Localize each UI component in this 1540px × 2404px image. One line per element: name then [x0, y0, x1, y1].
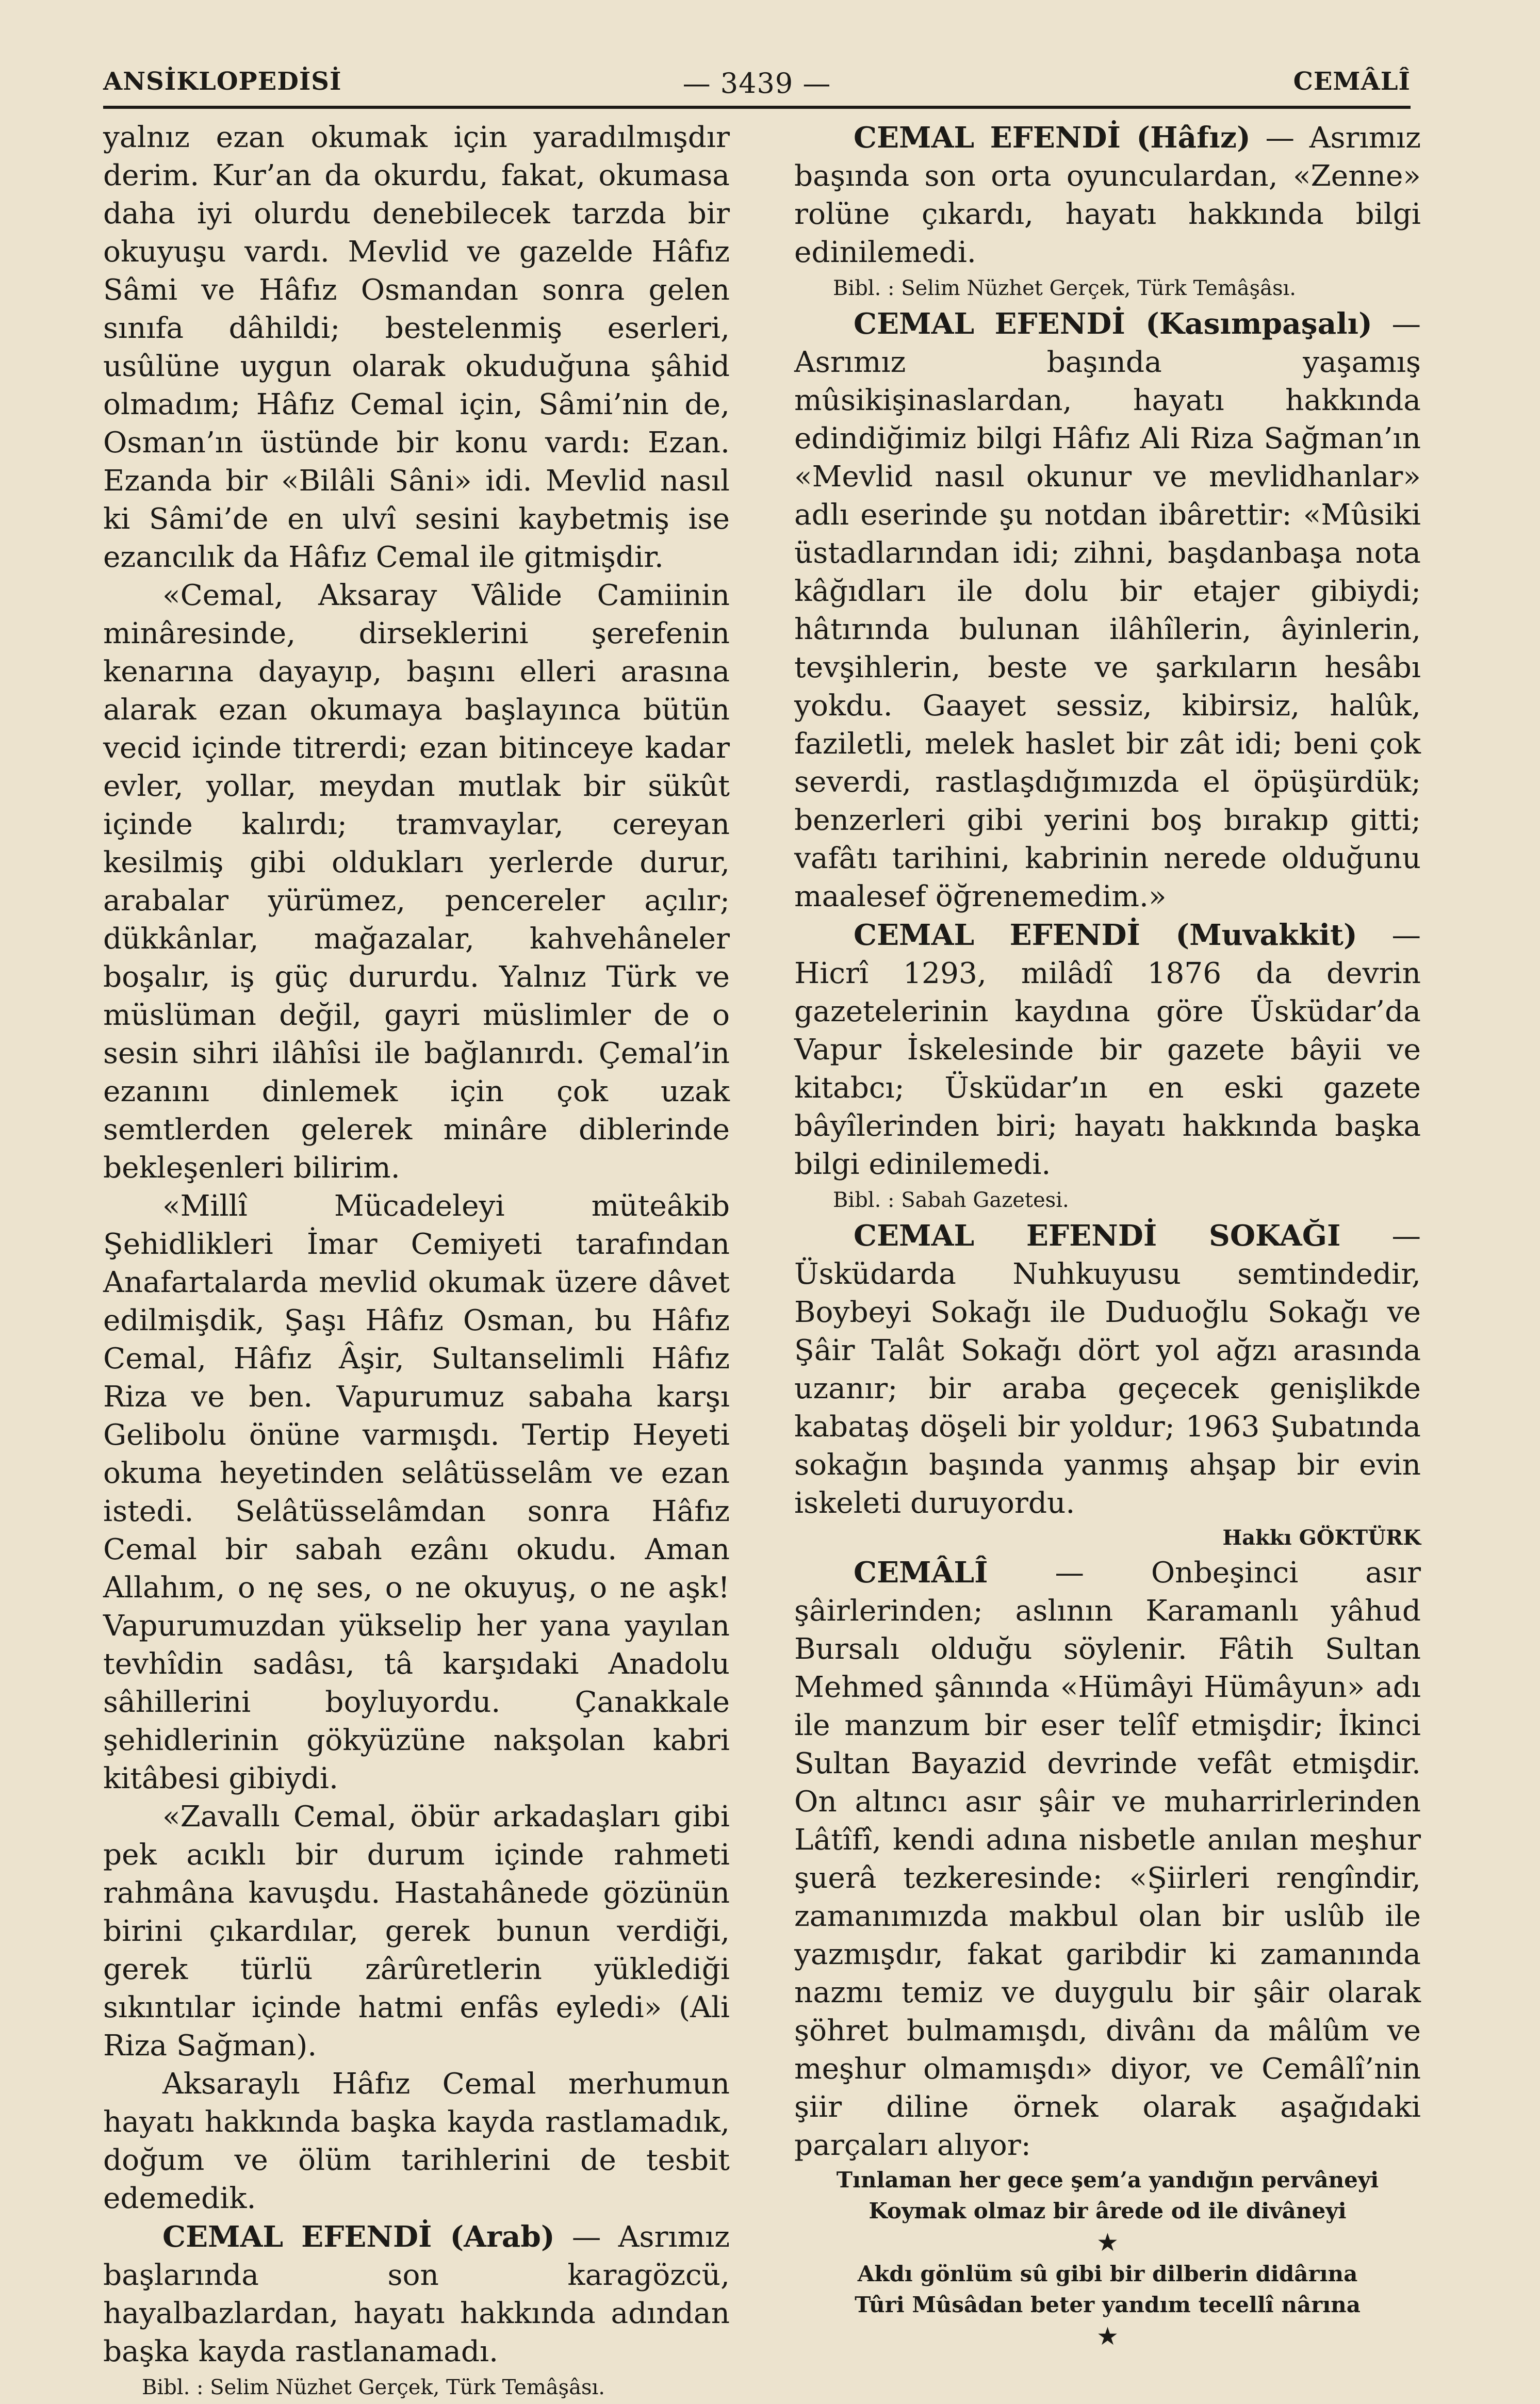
entry-cemal-efendi-sokagi	[794, 1217, 1421, 1523]
entry-cemal-efendi-kasimpasali	[794, 305, 1421, 916]
entry-body: — Asrımız başlarında son karagözcü, hayalbazlardan, hayatı hakkında adından başka kayda rastlanamadı.	[103, 2220, 730, 2368]
paragraph: «Cemal, Aksaray Vâlide Camiinin minâresinde, dirseklerini şerefenin kenarına dayayıp, başını elleri arasına alarak ezan okumaya başlayınca bütün vecid içinde titrerdi; ezan bitinceye kadar evler, yollar, meydan mutlak bir sükût içinde kalırdı; tramvaylar, cereyan kesilmiş gibi oldukları yerlerde durur, arabalar yürümez, pencereler açılır; dükkânlar, mağazalar, kahvehâneler boşalır, iş güç dururdu. Yalnız Türk ve müslüman değil, gayri müslimler de o sesin sihri ilâhîsi ile bağlanırdı. Çemal’in ezanını dinlemek için çok uzak semtlerden gelerek minâre diblerinde bekleşenleri bilirim.	[103, 579, 730, 1185]
bibliography: Bibl. : Selim Nüzhet Gerçek, Türk Temâşâsı.	[833, 276, 1297, 300]
entry-headword: CEMAL EFENDİ (Muvakkit)	[854, 918, 1357, 952]
running-head-right: CEMÂLÎ	[1293, 67, 1411, 96]
star-separator: ★	[1096, 2228, 1119, 2257]
entry-body: — Asrımız başında son orta oyunculardan, «Zenne» rolüne çıkardı, hayatı hakkında bilgi edinilemedi.	[794, 121, 1421, 269]
entry-cemal-efendi-arab	[103, 2218, 730, 2371]
star-separator: ★	[1096, 2322, 1119, 2351]
paragraph: yalnız ezan okumak için yaradılmışdır derim. Kur’an da okurdu, fakat, okumasa daha iyi olurdu denebilecek tarzda bir okuyuşu vardı. Mevlid ve gazelde Hâfız Sâmi ve Hâfız Osmandan sonra gelen sınıfa dâhildi; bestelenmiş eserleri, usûlüne uygun olarak okuduğuna şâhid olmadım; Hâfız Cemal için, Sâmi’nin de, Osman’ın üstünde bir konu vardı: Ezan. Ezanda bir «Bilâli Sâni» idi. Mevlid nasıl ki Sâmi’de en ulvî sesini kaybetmiş ise ezancılık da Hâfız Cemal ile gitmişdir.	[103, 121, 730, 574]
bibliography: Bibl. : Sabah Gazetesi.	[833, 1188, 1069, 1212]
entry-body: — Onbeşinci asır şâirlerinden; aslının Karamanlı yâhud Bursalı olduğu söylenir. Fâtih Sultan Mehmed şânında «Hümâyi Hümâyun» adı ile manzum bir eser telîf etmişdir; İkinci Sultan Bayazid devrinde vefât etmişdir. On altıncı asır şâir ve muharrirlerinden Lâtîfî, kendi adına nisbetle anılan meşhur şuerâ tezkeresinde: «Şiirleri rengîndir, zamanımızda makbul olan bir uslûb ile yazmışdır, fakat garibdir ki zamanında nazmı temiz ve duygulu bir şâir olarak şöhret bulmamışdı, divânı da mâlûm ve meşhur olmamışdı» diyor, ve Cemâlî’nin şiir diline örnek olarak aşağıdaki parçaları alıyor:	[794, 1556, 1421, 2162]
author-signature: Hakkı GÖKTÜRK	[1222, 1526, 1421, 1550]
entry-headword: CEMAL EFENDİ (Kasımpaşalı)	[854, 307, 1372, 341]
paragraph: «Zavallı Cemal, öbür arkadaşları gibi pek acıklı bir durum içinde rahmeti rahmâna kavuşdu. Hastahânede gözünün birini çıkardılar, gerek bunun verdiği, gerek türlü zârûretlerin yüklediği sıkıntılar içinde hatmi enfâs eyledi» (Ali Riza Sağman).	[103, 1800, 730, 2063]
paragraph: Aksaraylı Hâfız Cemal merhumun hayatı hakkında başka kayda rastlamadık, doğum ve ölüm tarihlerini de tesbit edemedik.	[103, 2067, 730, 2215]
bibliography: Bibl. : Selim Nüzhet Gerçek, Türk Temâşâsı.	[142, 2376, 605, 2399]
entry-headword: CEMAL EFENDİ (Hâfız)	[854, 121, 1251, 155]
paragraph: «Millî Mücadeleyi müteâkib Şehidlikleri İmar Cemiyeti tarafından Anafartalarda mevlid okumak üzere dâvet edilmişdik, Şaşı Hâfız Osman, bu Hâfız Cemal, Hâfız Âşir, Sultanselimli Hâfız Riza ve ben. Vapurumuz sabaha karşı Gelibolu önüne varmışdı. Tertip Heyeti okuma heyetinden selâtüsselâm ve ezan istedi. Selâtüsselâmdan sonra Hâfız Cemal bir sabah ezânı okudu. Aman Allahım, o nę ses, o ne okuyuş, o ne aşk! Vapurumuzdan yükselip her yana yayılan tevhîdin sadâsı, tâ karşıdaki Anadolu sâhillerini boyluyordu. Çanakkale şehidlerinin gökyüzüne nakşolan kabri kitâbesi gibiydi.	[103, 1189, 730, 1795]
entry-headword: CEMAL EFENDİ (Arab)	[162, 2220, 555, 2254]
entry-cemal-efendi-muvakkit	[794, 916, 1421, 1184]
page-number: — 3439 —	[682, 67, 831, 100]
verse-line: Akdı gönlüm sû gibi bir dilberin didârına	[857, 2261, 1358, 2286]
entry-body: — Üsküdarda Nuhkuyusu semtindedir, Boybeyi Sokağı ile Duduoğlu Sokağı ve Şâir Talât Sokağı dört yol ağzı arasında uzanır; bir araba geçecek genişlikde kabataş döşeli bir yoldur; 1963 Şubatında sokağın başında yanmış ahşap bir evin iskeleti duruyordu.	[794, 1219, 1421, 1520]
verse-line: Tûri Mûsâdan beter yandım tecellî nârına	[855, 2292, 1361, 2317]
running-head-left: ANSİKLOPEDİSİ	[103, 67, 342, 96]
verse-line: Tınlaman her gece şem’a yandığın pervâneyi	[836, 2167, 1379, 2193]
left-column	[103, 119, 730, 2404]
right-column	[794, 119, 1421, 2352]
entry-body: — Hicrî 1293, milâdî 1876 da devrin gazetelerinin kaydına göre Üsküdar’da Vapur İskelesinde bir gazete bâyii ve kitabcı; Üsküdar’ın en eski gazete bâyîlerinden biri; hayatı hakkında başka bilgi edinilemedi.	[794, 919, 1421, 1181]
entry-cemali	[794, 1553, 1421, 2165]
entry-headword: CEMAL EFENDİ SOKAĞI	[854, 1219, 1341, 1253]
entry-body: — Asrımız başında yaşamış mûsikişinaslardan, hayatı hakkında edindiğimiz bilgi Hâfız Ali Riza Sağman’ın «Mevlid nasıl okunur ve mevlidhanlar» adlı eserinde şu notdan ibârettir: «Mûsiki üstadlarından idi; zihni, başdanbaşa nota kâğıdları ile dolu bir etajer gibiydi; hâtırında bulunan ilâhîlerin, âyinlerin, tevşihlerin, beste ve şarkıların hesâbı yokdu. Gaayet sessiz, kibirsiz, halûk, faziletli, melek haslet bir zât idi; beni çok severdi, rastlaşdığımızda el öpüşürdük; benzerleri gibi yerini boş bırakıp gitti; vafâtı tarihini, kabrinin nerede olduğunu maalesef öğrenemedim.»	[794, 307, 1421, 913]
entry-cemal-efendi-hafiz	[794, 119, 1421, 272]
verse-line: Koymak olmaz bir ârede od ile divâneyi	[869, 2198, 1347, 2223]
header-rule	[103, 106, 1411, 109]
entry-headword: CEMÂLÎ	[854, 1556, 988, 1590]
